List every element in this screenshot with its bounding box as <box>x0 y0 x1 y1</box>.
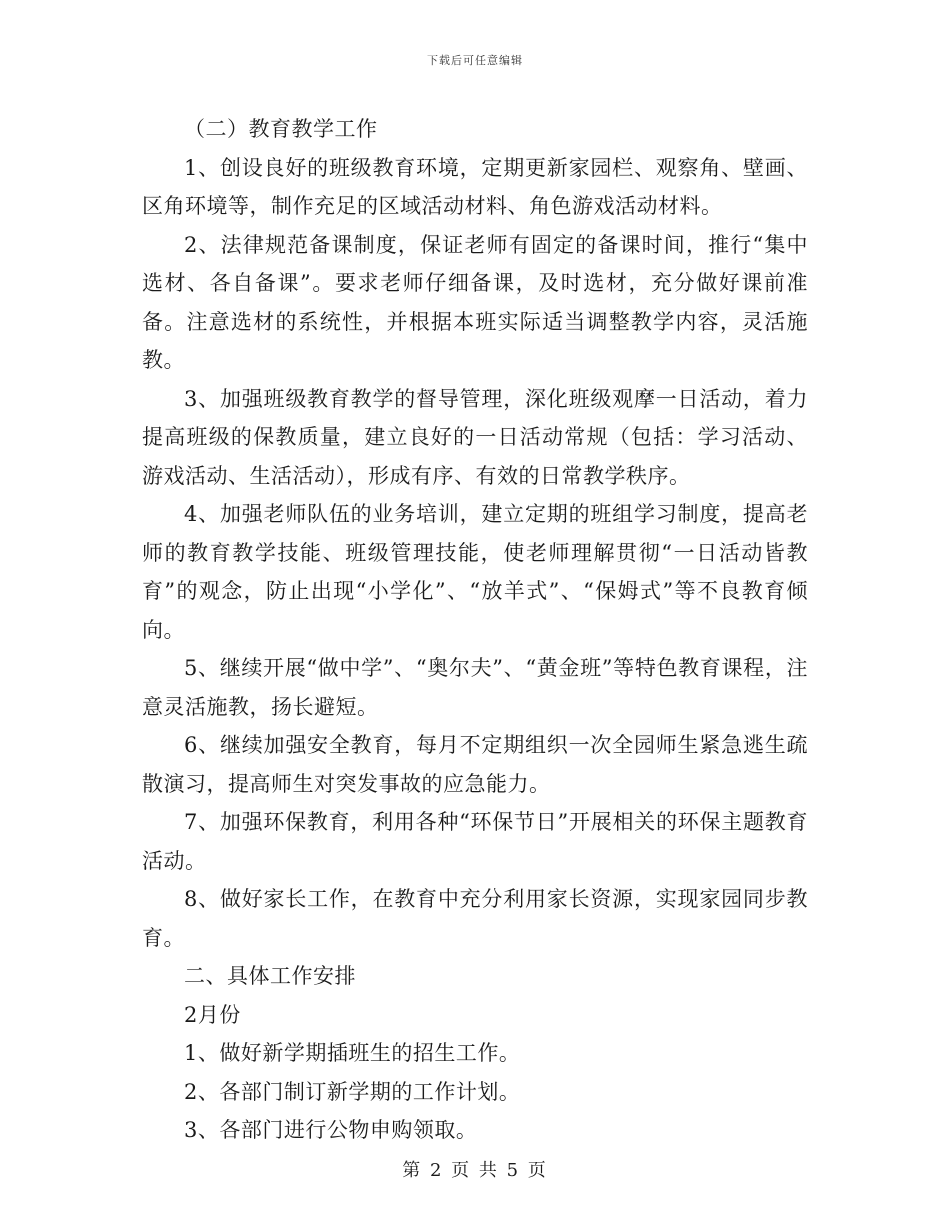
document-body <box>142 110 808 1150</box>
paragraph-item-3: 3、加强班级教育教学的督导管理，深化班级观摩一日活动，着力提高班级的保教质量，建立良好的一日活动常规（包括：学习活动、游戏活动、生活活动），形成有序、有效的日常教学秩序。 <box>142 386 808 488</box>
month-heading: 2月份 <box>184 1002 241 1027</box>
paragraph-item-4: 4、加强老师队伍的业务培训，建立定期的班组学习制度，提高老师的教育教学技能、班级管理技能，使老师理解贯彻“一日活动皆教育”的观念，防止出现“小学化”、“放羊式”、“保姆式”等不良教育倾向。 <box>142 502 808 642</box>
paragraph-item-6: 6、继续加强安全教育，每月不定期组织一次全园师生紧急逃生疏散演习，提高师生对突发事故的应急能力。 <box>142 733 808 796</box>
schedule-item-2: 2、各部门制订新学期的工作计划。 <box>184 1079 521 1104</box>
page-number-footer: 第 2 页 共 5 页 <box>402 1160 548 1181</box>
schedule-item-1: 1、做好新学期插班生的招生工作。 <box>184 1041 521 1065</box>
section-heading-education: （二）教育教学工作 <box>184 117 378 141</box>
header-note: 下载后可任意编辑 <box>427 54 523 67</box>
paragraph-item-8: 8、做好家长工作，在教育中充分利用家长资源，实现家园同步教育。 <box>142 887 808 950</box>
section-heading-schedule: 二、具体工作安排 <box>184 964 356 988</box>
paragraph-item-2: 2、法律规范备课制度，保证老师有固定的备课时间，推行“集中选材、各自备课”。要求老师仔细备课，及时选材，充分做好课前准备。注意选材的系统性，并根据本班实际适当调整教学内容，灵活施教。 <box>142 232 808 372</box>
paragraph-item-5: 5、继续开展“做中学”、“奥尔夫”、“黄金班”等特色教育课程，注意灵活施教，扬长避短。 <box>142 656 808 719</box>
paragraph-item-1: 1、创设良好的班级教育环境，定期更新家园栏、观察角、壁画、区角环境等，制作充足的区域活动材料、角色游戏活动材料。 <box>142 155 808 218</box>
paragraph-item-7: 7、加强环保教育，利用各种“环保节日”开展相关的环保主题教育活动。 <box>142 810 808 873</box>
schedule-item-3: 3、各部门进行公物申购领取。 <box>184 1118 478 1142</box>
